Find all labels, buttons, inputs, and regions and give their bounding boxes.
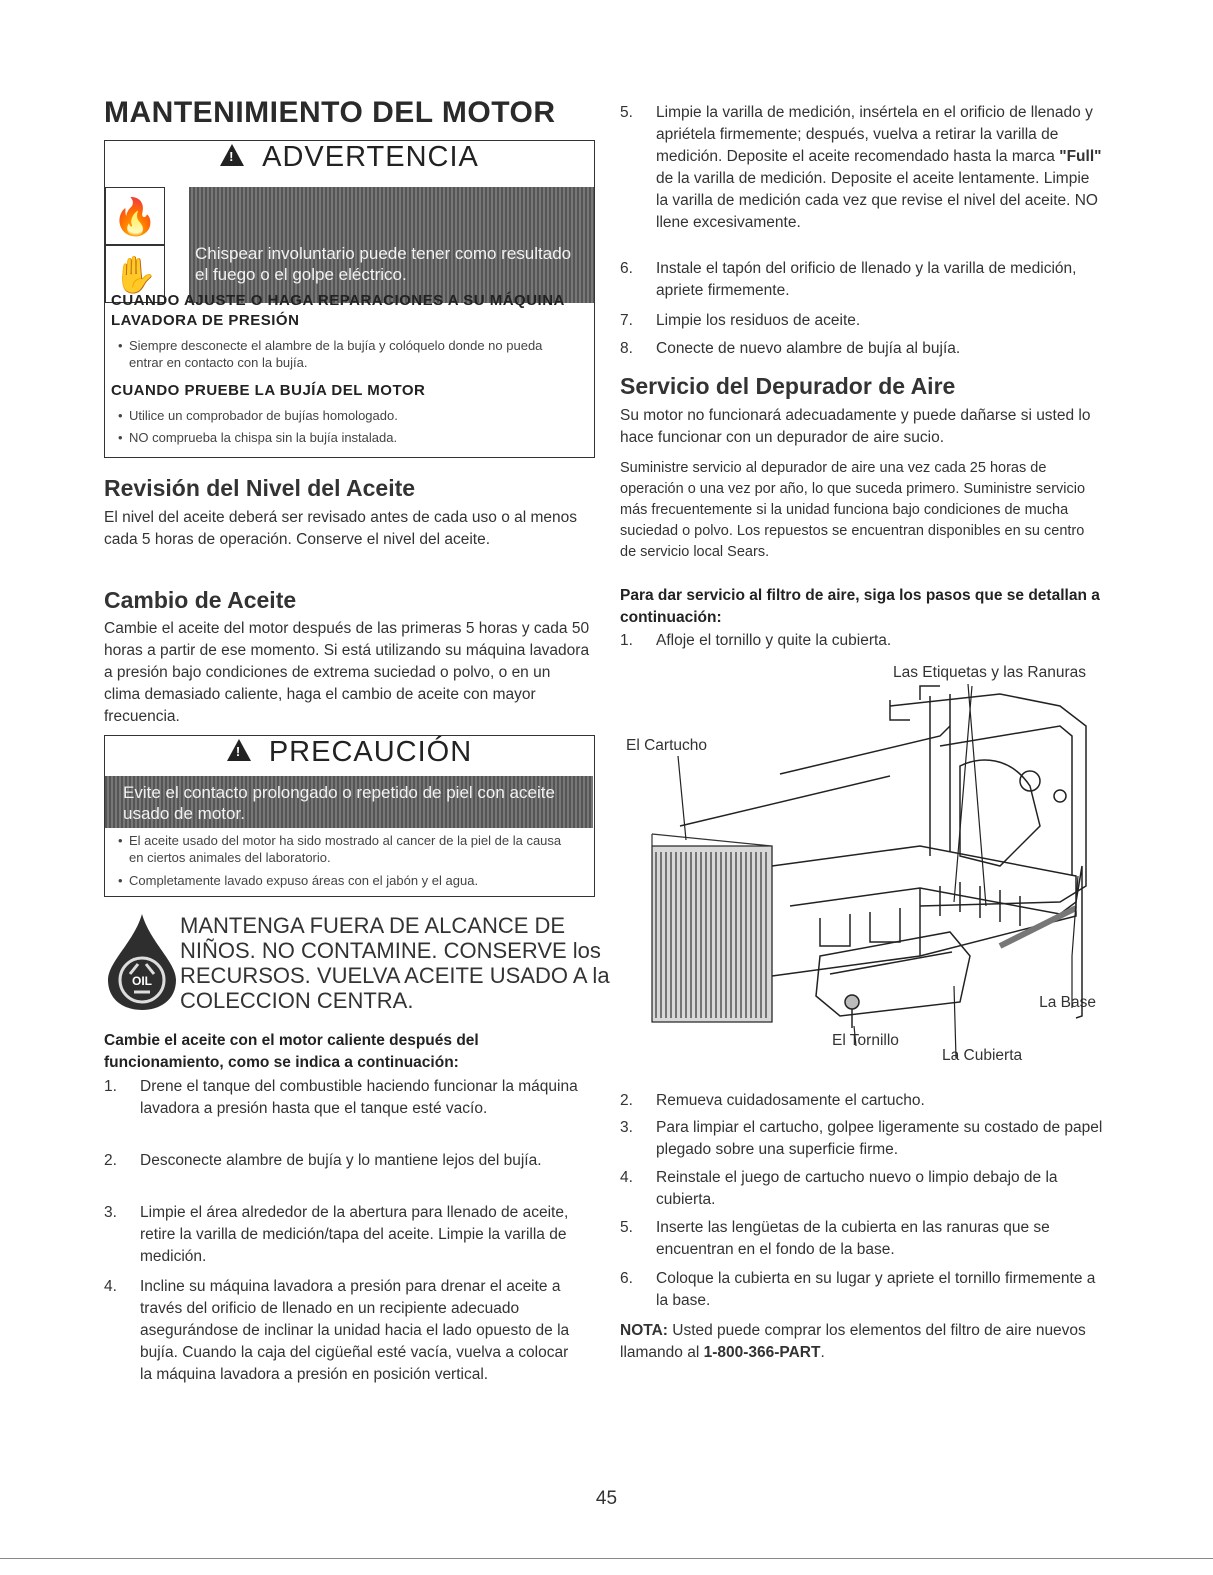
warning-bullet: • NO comprueba la chispa sin la bujía instalada. bbox=[129, 429, 574, 446]
list-item: 8. Conecte de nuevo alambre de bujía al bujía. bbox=[620, 340, 961, 357]
warning-subheading-adjust: CUANDO AJUSTE O HAGA REPARACIONES A SU MÁQUINA LAVADORA DE PRESIÓN bbox=[111, 292, 565, 329]
base-tray bbox=[772, 846, 1082, 1018]
air-cleaner-intro: Para dar servicio al filtro de aire, siga los pasos que se detallan a continuación: bbox=[620, 587, 1100, 626]
oil-check-heading: Revisión del Nivel del Aceite bbox=[104, 475, 416, 501]
recycle-line-2: NIÑOS. NO CONTAMINE. CONSERVE los bbox=[180, 938, 601, 963]
list-item: 4. Reinstale el juego de cartucho nuevo o limpio debajo de la cubierta. bbox=[620, 1169, 1058, 1208]
caution-bullet: • Completamente lavado expuso áreas con el jabón y el agua. bbox=[129, 872, 574, 889]
warning-band: Chispear involuntario puede tener como resultado el fuego o el golpe eléctrico. bbox=[189, 187, 594, 303]
oil-change-heading: Cambio de Aceite bbox=[104, 587, 297, 613]
air-cleaner-text-1: Su motor no funcionará adecuadamente y puede dañarse si usted lo hace funcionar con un depurador de aire sucio. bbox=[620, 407, 1091, 446]
list-item: 7. Limpie los residuos de aceite. bbox=[620, 312, 861, 329]
list-item: 6. Instale el tapón del orificio de llenado y la varilla de medición, apriete firmemente. bbox=[620, 260, 1077, 299]
list-item: 1. Afloje el tornillo y quite la cubierta. bbox=[620, 632, 892, 649]
caution-header: !PRECAUCIÓN bbox=[105, 736, 594, 769]
oil-icon-text: OIL bbox=[132, 974, 152, 988]
label-base: La Base bbox=[1039, 994, 1096, 1011]
recycle-line-3: RECURSOS. VUELVA ACEITE USADO A la bbox=[180, 963, 610, 988]
list-item: 5. Limpie la varilla de medición, insértela en el orificio de llenado y apriétela firmemente; después, vuelva a retirar la varilla de medición. Deposite el aceite recomendado hasta la marca "Full" de la varilla de medición. Deposite el aceite lentamente. Limpie la varilla de medición cada vez que revise el nivel del aceite. NO llene excesivamente. bbox=[620, 104, 1102, 231]
list-item: 5. Inserte las lengüetas de la cubierta en las ranuras que se encuentran en el fondo de la base. bbox=[620, 1219, 1050, 1258]
filter-cartridge bbox=[652, 834, 772, 1022]
oil-steps-intro: Cambie el aceite con el motor caliente después del funcionamiento, como se indica a continuación: bbox=[104, 1032, 479, 1071]
list-item: 3. Para limpiar el cartucho, golpee ligeramente su costado de papel plegado sobre una superficie firme. bbox=[620, 1119, 1103, 1158]
oil-recycle-drop-icon bbox=[104, 912, 180, 1012]
caution-bullet: • El aceite usado del motor ha sido mostrado al cancer de la piel de la causa en ciertos animales del laboratorio. bbox=[129, 832, 574, 866]
bottom-rule bbox=[0, 1558, 1213, 1559]
list-item: 2. Remueva cuidadosamente el cartucho. bbox=[620, 1092, 925, 1109]
list-item: 4. Incline su máquina lavadora a presión para drenar el aceite a través del orificio de llenado en un recipiente adecuado asegurándose de inclinar la unidad hacia el lado opuesto de la bujía. Cuando la caja del cigüeñal esté vacía, vuelva a colocar la máquina lavadora a presión en posición vertical. bbox=[104, 1278, 570, 1383]
caution-triangle-icon bbox=[227, 739, 251, 761]
caution-box bbox=[104, 735, 595, 897]
warning-header: !ADVERTENCIA bbox=[105, 141, 594, 174]
warning-bullet: • Siempre desconecte el alambre de la bujía y colóquelo donde no pueda entrar en contacto con la bujía. bbox=[129, 337, 574, 371]
recycle-line-4: COLECCION CENTRA. bbox=[180, 988, 414, 1013]
fire-hazard-icon: 🔥 bbox=[105, 187, 165, 245]
caution-band: Evite el contacto prolongado o repetido de piel con aceite usado de motor. bbox=[105, 776, 593, 828]
page-number: 45 bbox=[595, 1488, 618, 1509]
recycle-line-1: MANTENGA FUERA DE ALCANCE DE bbox=[180, 913, 566, 938]
warning-box bbox=[104, 140, 595, 458]
electric-shock-hand-icon: ✋ bbox=[105, 245, 165, 303]
air-cleaner-text-2: Suministre servicio al depurador de aire una vez cada 25 horas de operación o una vez por año, lo que suceda primero. Suministre servicio más frecuentemente si la unidad funciona bajo condiciones de mucha suciedad o polvo. Los repuestos se encuentran disponibles en su centro de servicio local Sears. bbox=[620, 460, 1086, 560]
label-cartridge: El Cartucho bbox=[626, 737, 707, 754]
air-cleaner-heading: Servicio del Depurador de Aire bbox=[620, 373, 956, 399]
note: NOTA: Usted puede comprar los elementos del filtro de aire nuevos llamando al 1-800-366-PART. bbox=[620, 1322, 1086, 1361]
list-item: 2. Desconecte alambre de bujía y lo mantiene lejos del bujía. bbox=[104, 1152, 542, 1169]
label-tabs-slots: Las Etiquetas y las Ranuras bbox=[893, 664, 1086, 681]
warning-bullet: • Utilice un comprobador de bujías homologado. bbox=[129, 407, 574, 424]
list-item: 1. Drene el tanque del combustible haciendo funcionar la máquina lavadora a presión hasta que el tanque esté vacío. bbox=[104, 1078, 578, 1117]
warning-subheading-test: CUANDO PRUEBE LA BUJÍA DEL MOTOR bbox=[111, 382, 426, 399]
label-screw: El Tornillo bbox=[832, 1032, 899, 1049]
list-item: 6. Coloque la cubierta en su lugar y apriete el tornillo firmemente a la base. bbox=[620, 1270, 1096, 1309]
warning-triangle-icon bbox=[220, 144, 244, 166]
oil-check-text: El nivel del aceite deberá ser revisado antes de cada uso o al menos cada 5 horas de operación. Conserve el nivel del aceite. bbox=[104, 509, 578, 548]
page-title: MANTENIMIENTO DEL MOTOR bbox=[104, 96, 556, 129]
list-item: 3. Limpie el área alrededor de la abertura para llenado de aceite, retire la varilla de medición/tapa del aceite. Limpie la varilla de medición. bbox=[104, 1204, 569, 1265]
label-cover: La Cubierta bbox=[942, 1047, 1023, 1064]
air-filter-diagram bbox=[620, 656, 1106, 1070]
oil-change-text: Cambie el aceite del motor después de las primeras 5 horas y cada 50 horas a partir de ese momento. Si está utilizando su máquina lavadora a presión bajo condiciones de extrema suciedad o polvo, o en un clima demasiado caliente, haga el cambio de aceite con mayor frecuencia. bbox=[104, 620, 590, 725]
